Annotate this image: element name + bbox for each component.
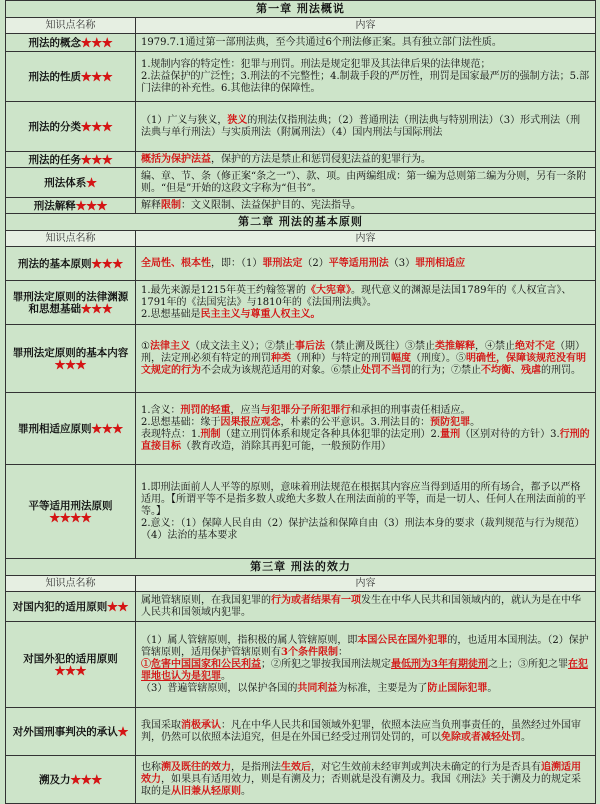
body-text: ；②所犯之罪按我国刑法规定 [261,658,391,670]
highlight-text: 《大宪章》 [306,284,351,296]
topic-name: 刑法的概念 [28,36,81,49]
content-cell [136,198,596,214]
body-text: （3）普遍管辖原则，以保护各国的 [141,682,298,694]
highlight-text: 消极承认 [181,719,221,731]
highlight-text: 最低刑为3年有期徒刑 [391,658,488,670]
topic-name: 刑法的分类 [28,120,81,133]
highlight-text: 防止国际犯罪 [427,682,488,694]
body-text: 的刑罚。 [541,364,581,376]
column-header-name: 知识点名称 [6,18,136,34]
topic-name: 刑法的任务 [28,153,81,166]
content-cell [136,708,596,756]
body-text: 1.规制内容的特定性：犯罪与刑罚。刑法是规定犯罪及其法律后果的法律规范； [141,58,491,70]
content-cell [136,52,596,102]
table-row [6,756,596,804]
importance-stars: ★★★ [54,358,87,371]
content-line [141,285,590,309]
body-text: 为标准，主要是为了 [337,682,428,694]
content-cell [136,152,596,168]
content-line [141,115,590,139]
column-header-name: 知识点名称 [6,576,136,592]
body-text: 之上；③所犯之罪 [487,658,568,670]
importance-stars: ★★★ [54,664,87,677]
highlight-text: 事后法 [294,340,325,352]
table-row [6,592,596,622]
topic-name: 刑法的基本原则 [18,257,92,270]
topic-name-cell [6,708,136,756]
highlight-text: 危害中国国家和公民利益 [151,658,261,670]
body-text: ，朴素的公平意识。3.刑法目的： [280,416,431,428]
body-text: 和承担的刑事责任相适应。 [350,404,471,416]
content-cell [136,622,596,708]
body-text: ：凡在中华人民共和国领域外犯罪，依照本法应当负刑事责任的，虽然经过外国审判，仍然可以依照本法追究，但是在外国已经受过刑罚处罚的，可以 [141,719,581,743]
body-text: ① [141,340,150,352]
importance-stars: ★ [117,725,129,738]
body-text: ： [337,646,348,658]
body-text: 。 [241,785,251,797]
knowledge-table [5,0,596,804]
topic-name-cell [6,325,136,393]
body-text: （3） [388,257,416,269]
content-line [141,59,590,71]
importance-stars: ★★★★ [49,511,92,524]
body-text: 2.法益保护的广泛性；3.刑法的不完整性；4.制裁手段的严厉性，刑罚是国家最严厉的强制方法；5.部门法律的补充性。6.其他法律的保障性。 [141,70,590,94]
highlight-text: 生效后 [281,761,311,773]
importance-stars: ★★★ [81,70,113,83]
highlight-text: 全局性、根本性 [141,257,211,269]
content-line [141,683,590,695]
body-text: 的，也适用本国刑法。（2）保护管辖原则，适用保护管辖原则有 [141,634,589,658]
topic-name-cell [6,152,136,168]
body-text: ，④禁止 [474,340,515,352]
body-text: （刑种）与特定的刑罚 [291,352,391,364]
body-text: ，保护的方法是禁止和惩罚侵犯法益的犯罪行为。 [211,153,431,165]
body-text: ，应当 [230,404,261,416]
body-text: ：文义限制、法益保护目的、宪法指导。 [181,199,361,211]
topic-name-cell [6,592,136,622]
body-text: 1.含义： [141,404,181,416]
highlight-text: 幅度 [391,352,411,364]
body-text: 发生在中华人民共和国领域内的，就认为是在中华人民共和国领域内犯罪。 [141,594,581,618]
content-line [141,429,590,453]
body-text: （建立刑罚体系和规定各种具体犯罪的法定刑）2. [220,428,441,440]
content-cell [136,102,596,152]
content-cell [136,168,596,198]
topic-name-cell [6,168,136,198]
body-text: 。 [470,416,481,428]
highlight-text: ① [141,658,151,670]
table-row [6,247,596,281]
body-text: （期）刑，法定刑必须有特定的刑罚 [141,340,585,364]
importance-stars: ★★★ [81,36,113,49]
content-line [141,37,590,49]
content-line [141,635,590,659]
content-line [141,154,590,166]
content-cell [136,281,596,325]
chapter-title: 第一章 刑法概说 [6,1,596,18]
table-row [6,325,596,393]
table-row [6,393,596,465]
table-row [6,198,596,214]
highlight-text: 本国公民在国外犯罪 [357,634,448,646]
content-cell [136,247,596,281]
body-text: 。 [487,682,498,694]
highlight-text: 狭义 [227,114,248,126]
body-text: （教育改造，消除其再犯可能，一般预防作用） [181,440,391,452]
importance-stars: ★★★ [75,199,108,212]
highlight-text: 法律主义 [149,340,190,352]
body-text: 解释 [141,199,161,211]
body-text: 编、章、节、条（修正案“条之一”）、款、项。由两编组成：第一编为总则第二编为分则，另有一条附则。“但是”开始的这段文字称为“但书”。 [141,170,587,194]
content-line [141,258,590,270]
highlight-text: 种类 [271,352,291,364]
highlight-text: 罪刑法定 [262,257,303,269]
body-text: 2.思想基础是 [141,308,201,320]
topic-name-cell [6,465,136,559]
table-row [6,708,596,756]
content-cell [136,465,596,559]
body-text: （2） [302,257,329,269]
body-text: 。 [221,670,231,682]
table-row [6,281,596,325]
body-text: （刑度）。⑤ [411,352,466,364]
body-text: 。现代意义的渊源是法国1789年的《人权宣言》、1791年的《法国宪法》与1810年的《法国刑法典》。 [141,284,572,308]
column-header-content: 内容 [136,231,596,247]
content-line [141,720,590,744]
importance-stars: ★ [86,176,97,189]
highlight-text: 预防犯罪 [430,416,471,428]
importance-stars: ★★★ [70,773,102,786]
highlight-text: 从旧兼从轻原则 [171,785,241,797]
chapter-title: 第三章 刑法的效力 [6,559,596,576]
topic-name: 刑法解释 [33,199,76,212]
body-text: ，是指刑法 [231,761,281,773]
body-text: （禁止溯及既往）③禁止 [324,340,435,352]
topic-name: 对国外犯的适用原则 [23,652,118,665]
content-cell [136,393,596,465]
highlight-text: 平等适用刑法 [328,257,389,269]
column-header-name: 知识点名称 [6,231,136,247]
table-row [6,168,596,198]
body-text: （成文法主义）；②禁止 [189,340,295,352]
chapter-title: 第二章 刑法的基本原则 [6,214,596,231]
content-cell [136,756,596,804]
body-text: 的行为；⑦禁止 [411,364,481,376]
highlight-text: 刑制 [200,428,221,440]
highlight-text: 不均衡、残虐 [481,364,541,376]
body-text: 1.即刑法面前人人平等的原则，意味着刑法规范在根据其内容应当得到适用的所有场合，都予以严格适用。【所谓平等不是指多数人或绝大多数人在刑法面前的平等，而是一切人、任何人在刑法面前的平等。】 [141,481,586,517]
topic-name-cell [6,52,136,102]
body-text: 1.最先来源是1215年英王约翰签署的 [141,284,306,296]
body-text: （1）属人管辖原则，指积极的属人管辖原则，即 [141,634,358,646]
highlight-text: 类推解释 [434,340,475,352]
highlight-text: 刑罚的轻重 [180,404,231,416]
body-text: 不会成为该规范适用的对象。⑥禁止 [201,364,361,376]
table-row [6,622,596,708]
body-text: 也称 [141,761,161,773]
highlight-text: 因果报应观念 [220,416,281,428]
highlight-text: 行刑的直接目标 [141,428,590,452]
topic-name-cell [6,622,136,708]
importance-stars: ★★★ [81,120,113,133]
content-line [141,482,590,518]
topic-name: 刑法体系 [44,176,87,189]
highlight-text: 概括为保护法益 [141,153,211,165]
body-text: 表现特点：1. [141,428,201,440]
content-line [141,309,590,321]
body-text: 属地管辖原则，在我国犯罪的 [141,594,271,606]
topic-name-cell [6,247,136,281]
body-text: 我国采取 [141,719,181,731]
body-text: ，即：（1） [211,257,263,269]
highlight-text: 限制 [161,199,181,211]
topic-name: 溯及力 [39,773,71,786]
highlight-text: 处罚不当罚 [361,364,411,376]
table-row [6,465,596,559]
table-row [6,102,596,152]
topic-name: 罪刑法定原则的基本内容 [12,346,129,359]
highlight-text: 在犯罪地也认为是犯罪 [141,658,588,682]
importance-stars: ★★ [107,600,129,613]
body-text: ，对它生效前未经审判或判决未确定的行为是否具有 [311,761,541,773]
content-cell [136,592,596,622]
topic-name: 罪刑相适应原则 [18,422,92,435]
importance-stars: ★★★ [91,422,123,435]
topic-name-cell [6,198,136,214]
highlight-text: 绝对不定 [514,340,555,352]
content-line [141,595,590,619]
highlight-text: 溯及既往的效力 [161,761,231,773]
content-cell [136,325,596,393]
topic-name: 对外国刑事判决的承认 [12,725,118,738]
importance-stars: ★★★ [81,153,113,166]
topic-name: 平等适用刑法原则 [28,499,113,512]
importance-stars: ★★★ [91,257,123,270]
content-line [141,518,590,542]
topic-name-cell [6,756,136,804]
body-text: 1979.7.1通过第一部刑法典，至今共通过6个刑法修正案。具有独立部门法性质。 [141,36,502,48]
highlight-text: 共同利益 [297,682,338,694]
content-line [141,71,590,95]
table-row [6,52,596,102]
body-text: ，如果具有适用效力，则是有溯及力；否则就是没有溯及力。我国《刑法》关于溯及力的规定采取的是 [141,773,581,797]
content-line [141,341,590,377]
content-line [141,762,590,798]
table-row [6,34,596,52]
content-line [141,659,590,683]
topic-name: 刑法的性质 [28,70,81,83]
body-text: 。 [521,731,531,743]
content-line [141,405,590,417]
importance-stars: ★★★ [81,302,113,315]
highlight-text: 3个条件限制 [281,646,338,658]
topic-name: 罪刑法定原则的法律渊源和思想基础 [12,290,129,315]
highlight-text: 量刑 [440,428,461,440]
highlight-text: 与犯罪分子所犯罪行 [260,404,351,416]
highlight-text: 罪刑相适应 [415,257,466,269]
column-header-content: 内容 [136,18,596,34]
body-text: （1）广义与狭义， [141,114,228,126]
content-line [141,171,590,195]
column-header-content: 内容 [136,576,596,592]
content-cell [136,34,596,52]
topic-name-cell [6,393,136,465]
body-text: 的刑法仅指刑法典；（2）普通刑法（刑法典与特别刑法）（3）形式刑法（刑法典与单行刑法）与实质刑法（附属刑法）（4）国内刑法与国际刑法 [141,114,581,138]
topic-name-cell [6,102,136,152]
highlight-text: 明确性，保障该规范没有明文规定的行为 [141,352,586,376]
highlight-text: 免除或者减轻处罚 [441,731,521,743]
topic-name-cell [6,281,136,325]
highlight-text: 民主主义与尊重人权主义。 [200,308,321,320]
body-text: 2.思想基础：缘于 [141,416,221,428]
body-text: （区别对待的方针）3. [460,428,560,440]
highlight-text: 行为或者结果有一项 [271,594,361,606]
topic-name-cell [6,34,136,52]
table-row [6,152,596,168]
content-line [141,417,590,429]
highlight-text: 追溯适用效力 [141,761,581,785]
topic-name: 对国内犯的适用原则 [12,600,108,613]
body-text: 2.意义：（1）保障人民自由（2）保护法益和保障自由（3）刑法本身的要求（裁判规范与行为规范）（4）法治的基本要求 [141,517,585,541]
content-line [141,200,590,212]
